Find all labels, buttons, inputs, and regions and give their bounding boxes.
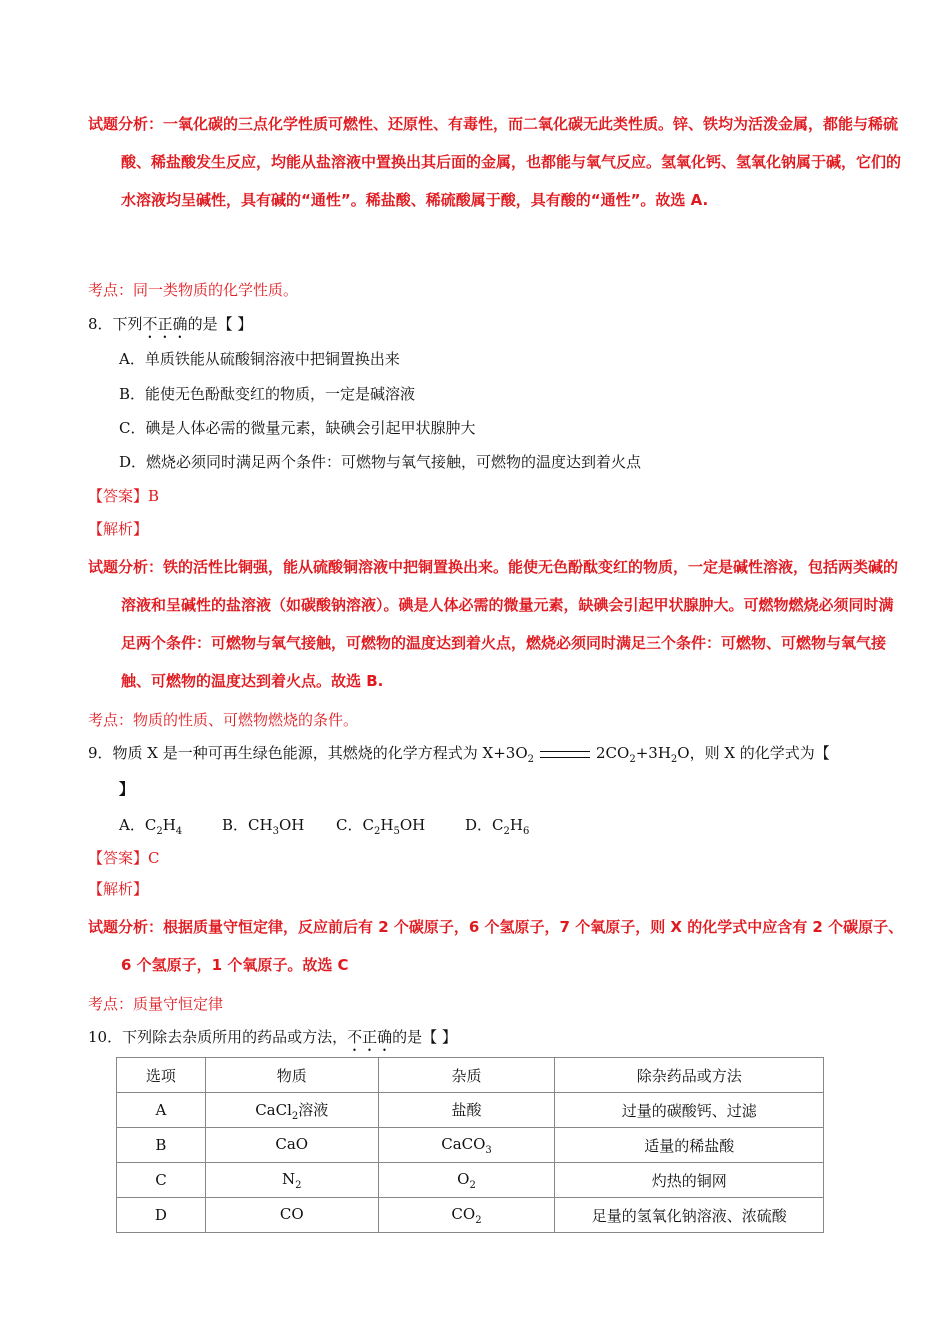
- q8-stem-pre: 8．下列: [88, 315, 143, 333]
- table-header: 选项: [117, 1058, 206, 1093]
- q8-option-a: A．单质铁能从硫酸铜溶液中把铜置换出来: [119, 350, 400, 368]
- table-cell: CaCO$_3$: [378, 1128, 555, 1163]
- q9-jiexi-label: 【解析】: [88, 880, 149, 898]
- table-cell: $CO_2$: [378, 1198, 555, 1233]
- q7-analysis: 试题分析：一氧化碳的三点化学性质可燃性、还原性、有毒性，而二氧化碳无此类性质。锌、铁均为活泼金属，都能与稀硫酸、稀盐酸发生反应，均能从盐溶液中置换出其后面的金属，也都能与氧气反应。氢氧化钙、氢氧化钠属于碱，它们的水溶液均呈碱性，具有碱的“通性”。稀盐酸、稀硫酸属于酸，具有酸的“通性”。故选 A.: [88, 115, 902, 209]
- q9-stem-b: 2CO: [596, 744, 630, 762]
- table-cell: 盐酸: [378, 1093, 555, 1128]
- q9-stem-a: 9．物质 X 是一种可再生绿色能源，其燃烧的化学方程式为 X+3O: [88, 744, 528, 762]
- table-row: [117, 1198, 824, 1233]
- q9-option-d: D．$C_2H_6$: [465, 816, 530, 837]
- table-row: [117, 1163, 824, 1198]
- q8-option-d: D．燃烧必须同时满足两个条件：可燃物与氧气接触，可燃物的温度达到着火点: [119, 453, 642, 471]
- q7-kaodian: 考点：同一类物质的化学性质。: [88, 281, 299, 299]
- q9-sub: 2: [670, 754, 678, 765]
- table-cell: 过量的碳酸钙、过滤: [555, 1093, 824, 1128]
- table-cell: CaO: [205, 1128, 378, 1163]
- table-header: 杂质: [378, 1058, 555, 1093]
- q9-stem-c: +3H: [635, 744, 671, 762]
- q9-kaodian: 考点：质量守恒定律: [88, 995, 224, 1013]
- q8-stem-emphasis: 不正确: [142, 315, 188, 333]
- equation-equals-sign: [540, 751, 590, 758]
- q9-stem: [88, 743, 830, 770]
- table-row: [117, 1093, 824, 1128]
- table-cell: $N_2$: [205, 1163, 378, 1198]
- q9-analysis: 试题分析：根据质量守恒定律，反应前后有 2 个碳原子，6 个氢原子，7 个氧原子，则 X 的化学式中应含有 2 个碳原子、6 个氢原子，1 个氧原子。故选 C: [88, 918, 904, 974]
- q9-answer: 【答案】C: [88, 849, 160, 867]
- q8-jiexi-label: 【解析】: [88, 520, 149, 538]
- table-cell: D: [117, 1198, 206, 1233]
- table-cell: 适量的稀盐酸: [555, 1128, 824, 1163]
- q10-stem: [88, 1027, 457, 1055]
- q9-stem-d: O，则 X 的化学式为【: [677, 744, 830, 762]
- q8-stem-post: 的是【 】: [187, 315, 253, 333]
- q10-stem-emphasis: 不正确: [347, 1028, 393, 1046]
- table-cell: CaCl$_2$溶液: [205, 1093, 378, 1128]
- q8-stem: [88, 314, 252, 342]
- table-cell: B: [117, 1128, 206, 1163]
- table-cell: 足量的氢氧化钠溶液、浓硫酸: [555, 1198, 824, 1233]
- q8-analysis: 试题分析：铁的活性比铜强，能从硫酸铜溶液中把铜置换出来。能使无色酚酞变红的物质，一定是碱性溶液，包括两类碱的溶液和呈碱性的盐溶液（如碳酸钠溶液）。碘是人体必需的微量元素，缺碘会引起甲状腺肿大。可燃物燃烧必须同时满足两个条件：可燃物与氧气接触，可燃物的温度达到着火点，燃烧必须同时满足三个条件：可燃物、可燃物与氧气接触、可燃物的温度达到着火点。故选 B.: [88, 558, 899, 690]
- q9-sub: 2: [629, 754, 636, 765]
- table-cell: $O_2$: [378, 1163, 555, 1198]
- table-cell: 灼热的铜网: [555, 1163, 824, 1198]
- q9-option-c: C．$C_2H_5OH$: [336, 816, 426, 837]
- table-cell: CO: [205, 1198, 378, 1233]
- q9-option-b: B．$CH_3OH$: [222, 816, 305, 837]
- q8-option-b: B．能使无色酚酞变红的物质，一定是碱溶液: [119, 385, 416, 403]
- table-header: 物质: [205, 1058, 378, 1093]
- q9-stem-close: 】: [119, 780, 135, 798]
- q10-stem-post: 的是【 】: [392, 1028, 457, 1046]
- impurity-table: [116, 1057, 824, 1233]
- q8-kaodian: 考点：物质的性质、可燃物燃烧的条件。: [88, 711, 359, 729]
- q8-option-c: C．碘是人体必需的微量元素，缺碘会引起甲状腺肿大: [119, 419, 476, 437]
- table-header-row: [117, 1058, 824, 1093]
- table-header: 除杂药品或方法: [555, 1058, 824, 1093]
- table-row: [117, 1128, 824, 1163]
- table-cell: C: [117, 1163, 206, 1198]
- q8-answer: 【答案】B: [88, 487, 160, 505]
- q10-stem-pre: 10．下列除去杂质所用的药品或方法，: [88, 1028, 348, 1046]
- q9-sub: 2: [527, 754, 534, 765]
- q9-option-a: A．$C_2H_4$: [119, 816, 183, 837]
- table-cell: A: [117, 1093, 206, 1128]
